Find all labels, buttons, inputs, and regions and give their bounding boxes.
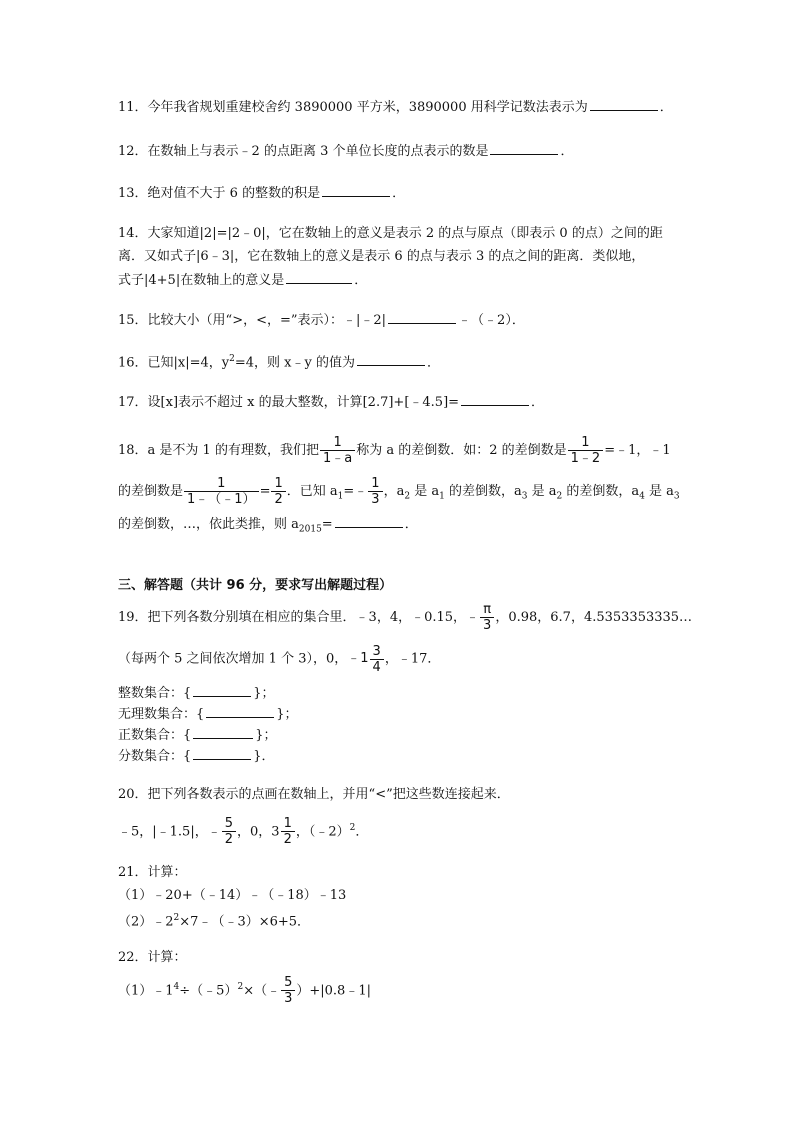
question-14-line-3: 式子|4+5|在数轴上的意义是 ．	[118, 270, 367, 290]
fraction-1-over-2: $\frac{1}{2}$	[271, 476, 285, 507]
question-18-line-2: 的差倒数是 $\frac{1}{1﹣(﹣1)}$ = $\frac{1}{2}$ ．已知 $a_1=﹣$ $\frac{1}{3}$ ，$a_2$ 是 $a_1$ 的差倒数，$a_3$ 是 $a_2$ 的差倒数，$a_4$ 是 $a_3$	[118, 476, 680, 507]
question-17: 17．设[x]表示不超过 x 的最大整数，计算[2.7]+[﹣4.5]= ．	[118, 392, 544, 412]
fraction-pi-over-3: $\frac{\pi}{3}$	[480, 602, 494, 633]
answer-blank-13[interactable]	[322, 183, 390, 197]
question-12-text: 12．在数轴上与表示﹣2 的点距离 3 个单位长度的点表示的数是	[118, 144, 489, 159]
fraction-1-over-1-minus-neg1: $\frac{1}{1﹣(﹣1)}$	[184, 476, 259, 507]
positive-set-blank[interactable]	[193, 725, 253, 739]
question-20-line-1: 20．把下列各数表示的点画在数轴上，并用“<”把这些数连接起来．	[118, 787, 510, 802]
positive-set-row: 正数集合：{ }；	[118, 725, 277, 745]
question-14-line-1: 14．大家知道|2|=|2﹣0|，它在数轴上的意义是表示 2 的点与原点（即表示 0 的点）之间的距	[118, 226, 663, 241]
question-19-line-1: 19．把下列各数分别填在相应的集合里．﹣3，4，﹣0.15，﹣ $\frac{\pi}{3}$ ，0.98，6.7，4.5353353335…	[118, 602, 693, 633]
answer-blank-12[interactable]	[490, 141, 558, 155]
question-18-line-1: 18．a 是不为 1 的有理数，我们把 $\frac{1}{1﹣a}$ 称为 a 的差倒数．如：2 的差倒数是 $\frac{1}{1﹣2}$ =﹣1，﹣1	[118, 435, 671, 466]
question-21-part-2: $(2)﹣2^2\times 7﹣(﹣3)\times 6+5$．	[118, 913, 311, 930]
question-15: 15．比较大小（用“>，<，=”表示）：﹣|﹣2| ﹣（﹣2）．	[118, 310, 525, 330]
section-3-heading: 三、解答题（共计 96 分，要求写出解题过程）	[118, 578, 393, 593]
fraction-1-over-1-minus-a: $\frac{1}{1﹣a}$	[320, 435, 355, 466]
question-22-title: 22．计算：	[118, 950, 187, 965]
question-14-line-2: 离．又如式子|6﹣3|，它在数轴上的意义是表示 6 的点与表示 3 的点之间的距离．类似地，	[118, 249, 645, 264]
mixed-number-neg-1-3-4: ﹣1 $\frac{3}{4}$	[347, 642, 385, 676]
question-13-text: 13．绝对值不大于 6 的整数的积是	[118, 186, 321, 201]
integer-set-row: 整数集合：{ }；	[118, 683, 275, 703]
answer-blank-16[interactable]	[357, 352, 425, 366]
question-21-part-1: （1）﹣20+（﹣14）﹣（﹣18）﹣13	[118, 888, 347, 903]
answer-blank-14[interactable]	[286, 270, 352, 284]
integer-set-blank[interactable]	[193, 683, 251, 697]
question-18-line-3: 的差倒数，…，依此类推，则 $a_{2015}=$ ．	[118, 514, 418, 539]
fraction-set-blank[interactable]	[193, 746, 251, 760]
fraction-5-over-3: $\frac{5}{3}$	[281, 975, 295, 1006]
answer-blank-15[interactable]	[388, 310, 456, 324]
fraction-5-over-2: $\frac{5}{2}$	[222, 816, 236, 847]
fraction-1-over-3: $\frac{1}{3}$	[368, 476, 382, 507]
irrational-set-row: 无理数集合：{ }；	[118, 704, 298, 724]
question-20-line-2: ﹣5，|﹣1.5|，﹣ $\frac{5}{2}$ ，0，3 $\frac{1}{2}$ ，（﹣2）$^2$．	[118, 816, 369, 848]
question-11-text: 11．今年我省规划重建校舍约 3890000 平方米，3890000 用科学记数法表示为	[118, 100, 588, 115]
question-12: 12．在数轴上与表示﹣2 的点距离 3 个单位长度的点表示的数是 ．	[118, 141, 574, 161]
question-16: 16．已知|x|=4，$y^2=4$，则 x﹣y 的值为 ．	[118, 354, 441, 371]
question-19-line-2: （每两个 5 之间依次增加 1 个 3），0， ﹣1 $\frac{3}{4}$ ，﹣17．	[118, 643, 441, 675]
fraction-1-over-1-minus-2: $\frac{1}{1﹣2}$	[568, 435, 604, 466]
fraction-set-row: 分数集合：{ }．	[118, 746, 275, 766]
question-22-part-1: $(1)﹣1^4\div(﹣5)^2\times(﹣$ $\frac{5}{3}$ ）+|0.8﹣1|	[118, 975, 371, 1007]
answer-blank-18[interactable]	[335, 514, 403, 528]
answer-blank-11[interactable]	[590, 97, 658, 111]
question-11: 11．今年我省规划重建校舍约 3890000 平方米，3890000 用科学记数法表示为 ．	[118, 97, 673, 117]
fraction-1-over-2: $\frac{1}{2}$	[281, 816, 295, 847]
question-21-title: 21．计算：	[118, 865, 187, 880]
question-13: 13．绝对值不大于 6 的整数的积是 ．	[118, 183, 405, 203]
answer-blank-17[interactable]	[461, 392, 529, 406]
irrational-set-blank[interactable]	[206, 704, 274, 718]
